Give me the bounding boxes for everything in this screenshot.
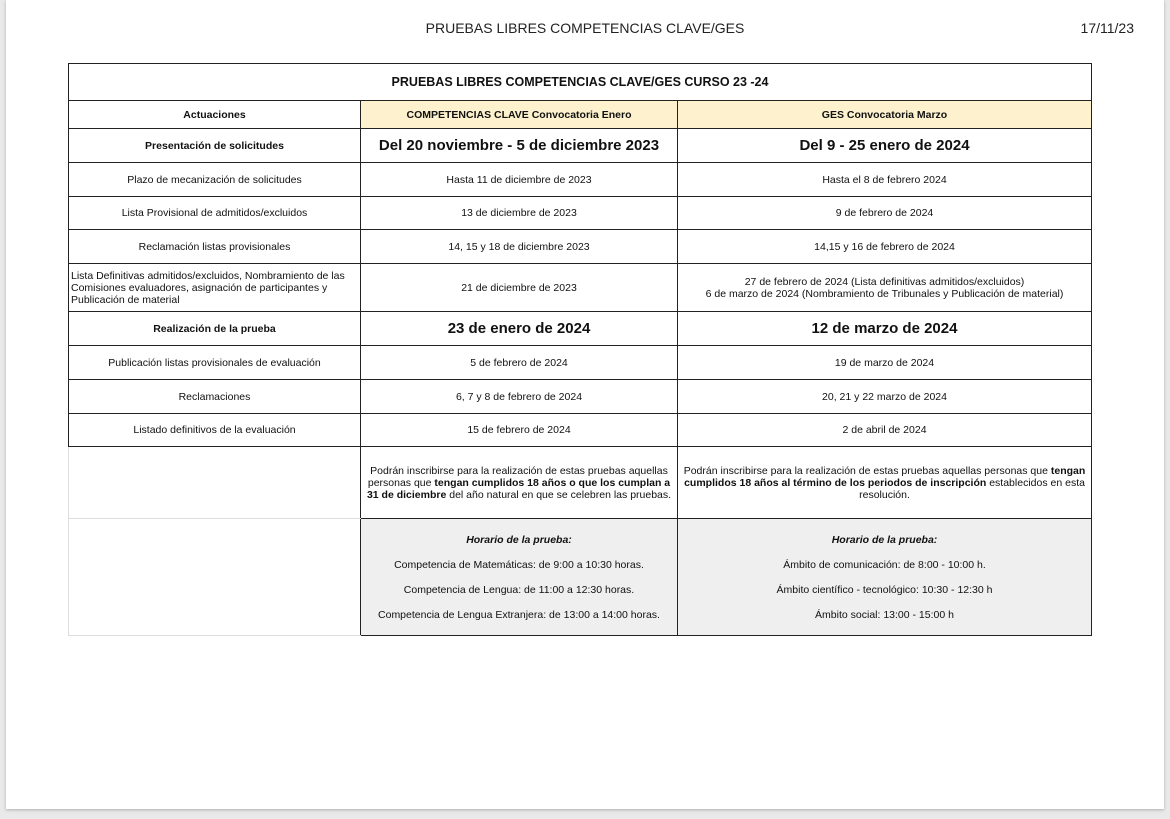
horario-line: Ámbito social: 13:00 - 15:00 h bbox=[815, 608, 954, 621]
row-value-competencias: 6, 7 y 8 de febrero de 2024 bbox=[361, 380, 678, 414]
row-label: Listado definitivos de la evaluación bbox=[69, 414, 361, 447]
row-value-ges: 14,15 y 16 de febrero de 2024 bbox=[678, 230, 1092, 264]
row-value-ges: 20, 21 y 22 marzo de 2024 bbox=[678, 380, 1092, 414]
table-header-row bbox=[69, 101, 1092, 129]
row-value-ges: 9 de febrero de 2024 bbox=[678, 197, 1092, 230]
column-header-competencias: COMPETENCIAS CLAVE Convocatoria Enero bbox=[361, 101, 678, 129]
table-row bbox=[69, 414, 1092, 447]
schedule-table bbox=[68, 63, 1092, 636]
horario-line: Competencia de Lengua Extranjera: de 13:00 a 14:00 horas. bbox=[378, 608, 660, 621]
row-label: Reclamación listas provisionales bbox=[69, 230, 361, 264]
horario-line: Competencia de Lengua: de 11:00 a 12:30 horas. bbox=[403, 583, 635, 596]
ges-definitivas-line: 27 de febrero de 2024 (Lista definitivas admitidos/excluidos) bbox=[744, 275, 1025, 288]
row-value-ges bbox=[678, 264, 1092, 312]
row-label: Presentación de solicitudes bbox=[69, 129, 361, 163]
row-value-competencias: Del 20 noviembre - 5 de diciembre 2023 bbox=[361, 129, 678, 163]
row-label: Realización de la prueba bbox=[69, 312, 361, 346]
empty-cell bbox=[69, 447, 361, 519]
horario-competencias-title: Horario de la prueba: bbox=[466, 533, 572, 546]
horario-line: Ámbito científico - tecnológico: 10:30 - 12:30 h bbox=[776, 583, 993, 596]
row-label: Lista Definitivas admitidos/excluidos, Nombramiento de las Comisiones evaluadores, asignación de participantes y Publicación de material bbox=[69, 264, 361, 312]
row-value-competencias: 21 de diciembre de 2023 bbox=[361, 264, 678, 312]
note-ges-bold: tengan cumplidos 18 años al término de los periodos de inscripción bbox=[684, 464, 1086, 489]
note-ges bbox=[678, 447, 1092, 519]
table-title: PRUEBAS LIBRES COMPETENCIAS CLAVE/GES CURSO 23 -24 bbox=[69, 64, 1092, 101]
row-label: Reclamaciones bbox=[69, 380, 361, 414]
note-ges-text-2: establecidos en esta resolución. bbox=[859, 476, 1085, 501]
row-value-competencias: 15 de febrero de 2024 bbox=[361, 414, 678, 447]
horario-row bbox=[69, 519, 1092, 636]
row-label: Publicación listas provisionales de evaluación bbox=[69, 346, 361, 380]
row-value-competencias: 14, 15 y 18 de diciembre 2023 bbox=[361, 230, 678, 264]
empty-cell bbox=[69, 519, 361, 636]
page-title: PRUEBAS LIBRES COMPETENCIAS CLAVE/GES bbox=[425, 20, 745, 36]
horario-line: Competencia de Matemáticas: de 9:00 a 10:30 horas. bbox=[394, 558, 644, 571]
ges-nombramiento-line: 6 de marzo de 2024 (Nombramiento de Tribunales y Publicación de material) bbox=[705, 287, 1064, 300]
row-value-ges: 12 de marzo de 2024 bbox=[678, 312, 1092, 346]
row-value-ges: Del 9 - 25 enero de 2024 bbox=[678, 129, 1092, 163]
horario-competencias bbox=[361, 519, 678, 636]
table-row bbox=[69, 346, 1092, 380]
horario-ges-title: Horario de la prueba: bbox=[831, 533, 938, 546]
note-ges-text-1: Podrán inscribirse para la realización de estas pruebas aquellas personas que bbox=[683, 464, 1051, 477]
row-value-ges: 2 de abril de 2024 bbox=[678, 414, 1092, 447]
note-competencias-text-1: Podrán inscribirse para la realización de estas pruebas aquellas personas que bbox=[367, 464, 668, 489]
note-competencias-bold: tengan cumplidos 18 años o que los cumplan a 31 de diciembre bbox=[366, 476, 671, 501]
row-value-competencias: 5 de febrero de 2024 bbox=[361, 346, 678, 380]
row-label: Lista Provisional de admitidos/excluidos bbox=[69, 197, 361, 230]
table-row bbox=[69, 230, 1092, 264]
page-date: 17/11/23 bbox=[1080, 20, 1134, 36]
table-row bbox=[69, 163, 1092, 197]
table-row bbox=[69, 312, 1092, 346]
row-value-competencias: 13 de diciembre de 2023 bbox=[361, 197, 678, 230]
page-header bbox=[6, 20, 1164, 38]
horario-ges bbox=[678, 519, 1092, 636]
note-competencias bbox=[361, 447, 678, 519]
table-row bbox=[69, 380, 1092, 414]
column-header-actuaciones: Actuaciones bbox=[69, 101, 361, 129]
note-competencias-text-2: del año natural en que se celebren las pruebas. bbox=[446, 488, 672, 501]
row-value-ges: Hasta el 8 de febrero 2024 bbox=[678, 163, 1092, 197]
row-value-competencias: Hasta 11 de diciembre de 2023 bbox=[361, 163, 678, 197]
row-value-ges: 19 de marzo de 2024 bbox=[678, 346, 1092, 380]
notes-row bbox=[69, 447, 1092, 519]
horario-line: Ámbito de comunicación: de 8:00 - 10:00 h. bbox=[783, 558, 986, 571]
table-row bbox=[69, 129, 1092, 163]
column-header-ges: GES Convocatoria Marzo bbox=[678, 101, 1092, 129]
row-label: Plazo de mecanización de solicitudes bbox=[69, 163, 361, 197]
table-row bbox=[69, 197, 1092, 230]
row-value-competencias: 23 de enero de 2024 bbox=[361, 312, 678, 346]
table-title-row bbox=[69, 64, 1092, 101]
table-row bbox=[69, 264, 1092, 312]
